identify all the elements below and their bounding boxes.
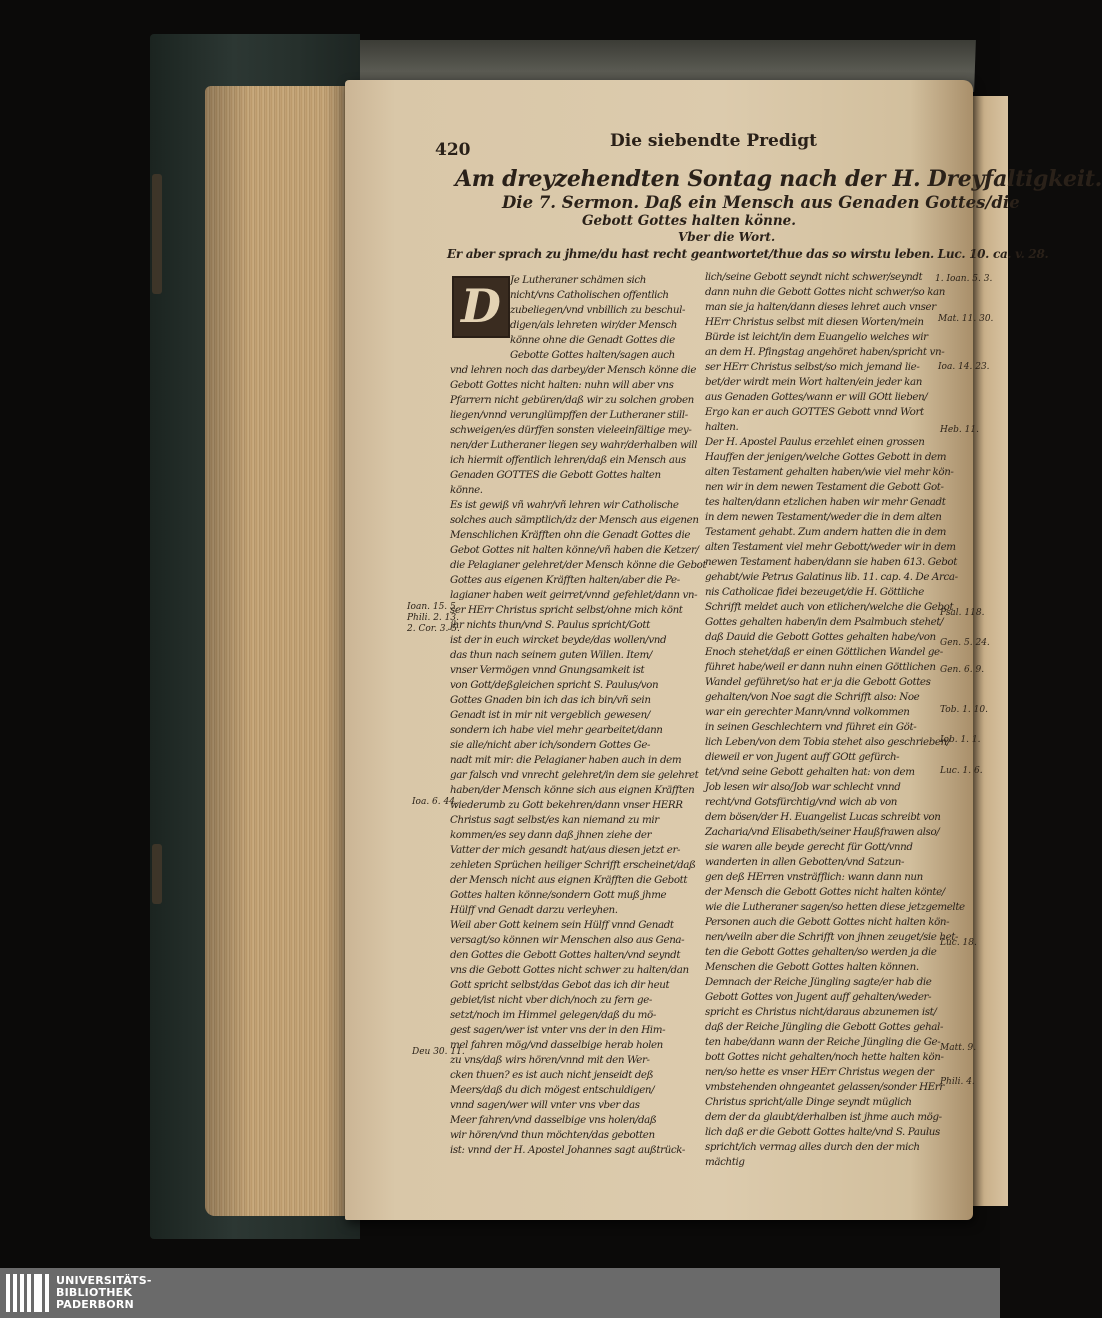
text-line: schweigen/es dürffen sonsten vieleeinfältige mey-	[450, 424, 692, 436]
text-column-left	[450, 273, 707, 1158]
margin-note: Iob. 1. 1.	[940, 735, 981, 745]
text-line: Christus sagt selbst/es kan niemand zu mir	[450, 814, 659, 826]
text-line: jhr nichts thun/vnd S. Paulus spricht/Gott	[450, 619, 650, 631]
text-line: sondern ich habe viel mehr gearbeitet/dann	[450, 724, 663, 736]
text-line: wiederumb zu Gott bekehren/dann vnser HERR	[450, 799, 683, 811]
text-line: an dem H. Pfingstag angehöret haben/spricht vn-	[705, 346, 945, 358]
text-line: ten die Gebott Gottes gehalten/so werden ja die	[705, 946, 937, 958]
text-line: tes halten/dann etzlichen haben wir mehr Genadt	[705, 496, 946, 508]
text-line: gest sagen/wer ist vnter vns der in den Him-	[450, 1024, 666, 1036]
text-line: dem bösen/der H. Euangelist Lucas schreibt von	[705, 811, 941, 823]
text-line: nicht/vns Catholischen offentlich	[510, 289, 669, 301]
library-name-line-3: PADERBORN	[56, 1298, 134, 1311]
text-line: gehabt/wie Petrus Galatinus lib. 11. cap. 4. De Arca-	[705, 571, 958, 583]
cover-wear-mark	[152, 174, 162, 294]
text-line: HErr Christus selbst mit diesen Worten/mein	[705, 316, 924, 328]
margin-note: 2. Cor. 3. 5.	[407, 624, 460, 634]
text-line: dem der da glaubt/derhalben ist jhme auch mög-	[705, 1111, 942, 1123]
text-line: ist: vnnd der H. Apostel Johannes sagt außtrück-	[450, 1144, 685, 1156]
text-line: nen/der Lutheraner liegen sey wahr/derhalben will	[450, 439, 698, 451]
text-line: halten.	[705, 421, 739, 433]
cover-wear-mark	[152, 844, 162, 904]
text-line: newen Testament haben/dann sie haben 613. Gebot	[705, 556, 957, 568]
margin-note: Deu 30. 11.	[412, 1047, 465, 1057]
text-line: Genadt ist in mir nit vergeblich gewesen/	[450, 709, 650, 721]
text-line: zubeliegen/vnd vnbillich zu beschul-	[510, 304, 686, 316]
text-line: Christus spricht/alle Dinge seyndt müglich	[705, 1096, 912, 1108]
text-line: Bürde ist leicht/in dem Euangelio welches wir	[705, 331, 928, 343]
text-line: Gott spricht selbst/das Gebot das ich dir heut	[450, 979, 670, 991]
text-line: mächtig	[705, 1156, 745, 1168]
text-line: Hauffen der jenigen/welche Gottes Gebott in dem	[705, 451, 947, 463]
margin-note: 1. Ioan. 5. 3.	[935, 274, 993, 284]
drop-cap-letter: D	[461, 279, 501, 333]
margin-note: Tob. 1. 10.	[940, 705, 988, 715]
text-line: alten Testament gehalten haben/wie viel mehr kön-	[705, 466, 954, 478]
text-line: bott Gottes nicht gehalten/noch hette halten kön-	[705, 1051, 944, 1063]
sermon-subtitle-continued: Gebott Gottes halten könne.	[582, 213, 796, 229]
margin-note: Luc. 18.	[940, 938, 977, 948]
text-line: gar falsch vnd vnrecht gelehret/in dem sie gelehret	[450, 769, 699, 781]
text-line: Gottes aus eigenen Kräfften halten/aber die Pe-	[450, 574, 680, 586]
text-line: nadt mit mir: die Pelagianer haben auch in dem	[450, 754, 682, 766]
margin-note: Ioa. 14. 23.	[938, 362, 990, 372]
text-line: wie die Lutheraner sagen/so hetten diese jetzgemelte	[705, 901, 965, 913]
text-line: ist der in euch wircket beyde/das wollen/vnd	[450, 634, 667, 646]
text-line: dann nuhn die Gebott Gottes nicht schwer/so kan	[705, 286, 946, 298]
text-line: nis Catholicae fidei bezeuget/die H. Göttliche	[705, 586, 924, 598]
text-line: führet habe/weil er dann nuhn einen Göttlichen	[705, 661, 936, 673]
text-line: vmbstehenden ohngeantet gelassen/sonder HErr	[705, 1081, 944, 1093]
text-line: haben/der Mensch könne sich aus eignen Kräfften	[450, 784, 695, 796]
text-line: mel fahren mög/vnd dasselbige herab holen	[450, 1039, 663, 1051]
text-line: lich Leben/von dem Tobia stehet also geschrieben/	[705, 736, 950, 748]
text-line: den Gottes die Gebott Gottes halten/vnd seyndt	[450, 949, 681, 961]
text-line: recht/vnd Gotsfürchtig/vnd wich ab von	[705, 796, 897, 808]
margin-note: Mat. 11. 30.	[938, 314, 994, 324]
text-line: lich/seine Gebott seyndt nicht schwer/seyndt	[705, 271, 923, 283]
text-line: man sie ja halten/dann dieses lehret auch vnser	[705, 301, 936, 313]
text-line: Gebott Gottes nicht halten: nuhn will aber vns	[450, 379, 674, 391]
text-line: vns die Gebott Gottes nicht schwer zu halten/dan	[450, 964, 689, 976]
text-line: Gebot Gottes nit halten könne/vñ haben die Ketzer/	[450, 544, 699, 556]
text-line: aus Genaden Gottes/wann er will GOtt lieben/	[705, 391, 928, 403]
facing-page-edge	[968, 96, 1008, 1206]
text-line: Hülff vnd Genadt darzu verleyhen.	[450, 904, 618, 916]
margin-note: Heb. 11.	[940, 425, 979, 435]
margin-note: Phili. 2. 13.	[407, 613, 459, 623]
text-line: Pfarrern nicht gebüren/daß wir zu solchen groben	[450, 394, 694, 406]
text-line: ich hiermit offentlich lehren/daß ein Mensch aus	[450, 454, 686, 466]
text-line: spricht es Christus nicht/daraus abzunemen ist/	[705, 1006, 937, 1018]
text-line: von Gott/deßgleichen spricht S. Paulus/von	[450, 679, 659, 691]
text-line: kommen/es sey dann daß jhnen ziehe der	[450, 829, 652, 841]
text-line: daß Dauid die Gebott Gottes gehalten habe/von	[705, 631, 936, 643]
text-line: Zacharia/vnd Elisabeth/seiner Haußfrawen also/	[705, 826, 940, 838]
text-line: in dem newen Testament/weder die in dem alten	[705, 511, 942, 523]
text-line: Personen auch die Gebott Gottes nicht halten kön-	[705, 916, 950, 928]
text-line: wanderten in allen Gebotten/vnd Satzun-	[705, 856, 905, 868]
text-line: war ein gerechter Mann/vnnd volkommen	[705, 706, 910, 718]
library-name-line-2: BIBLIOTHEK	[56, 1286, 133, 1299]
text-line: cken thuen? es ist auch nicht jenseidt deß	[450, 1069, 654, 1081]
scripture-subhead: Vber die Wort.	[678, 230, 776, 244]
text-line: der Mensch nicht aus eignen Kräfften die Gebott	[450, 874, 688, 886]
text-column-right	[705, 270, 965, 1170]
text-line: das thun nach seinem guten Willen. Item/	[450, 649, 652, 661]
text-line: Gottes Gnaden bin ich das ich bin/vñ sein	[450, 694, 651, 706]
text-line: die Pelagianer gelehret/der Mensch könne die Gebot	[450, 559, 707, 571]
text-line: gen deß HErren vnsträfflich: wann dann nun	[705, 871, 923, 883]
text-line: Genaden GOTTES die Gebott Gottes halten	[450, 469, 661, 481]
text-line: ten habe/dann wann der Reiche Jüngling die Ge-	[705, 1036, 941, 1048]
margin-note: Psal. 118.	[940, 608, 985, 618]
text-line: Wandel geführet/so hat er ja die Gebott Gottes	[705, 676, 931, 688]
margin-note: Luc. 1. 6.	[940, 766, 983, 776]
text-line: Job lesen wir also/Job war schlecht vnnd	[705, 781, 901, 793]
text-line: Weil aber Gott keinem sein Hülff vnnd Genadt	[450, 919, 674, 931]
page-number: 420	[435, 140, 471, 160]
margin-note: Gen. 5. 24.	[940, 638, 990, 648]
scripture-epigraph: Er aber sprach zu jhme/du hast recht geantwortet/thue das so wirstu leben. Luc. 10. ca. v. 28.	[447, 247, 1049, 261]
running-head: Die siebendte Predigt	[610, 131, 817, 151]
text-line: gehalten/von Noe sagt die Schrifft also: Noe	[705, 691, 920, 703]
text-line: dieweil er von Jugent auff GOtt gefürch-	[705, 751, 900, 763]
margin-note: Gen. 6. 9.	[940, 665, 985, 675]
text-line: könne ohne die Genadt Gottes die	[510, 334, 675, 346]
text-line: Meer fahren/vnd dasselbige vns holen/daß	[450, 1114, 657, 1126]
text-line: Gottes halten könne/sondern Gott muß jhme	[450, 889, 667, 901]
margin-note: Phili. 4.	[940, 1077, 975, 1087]
margin-note: Ioan. 15. 5.	[407, 602, 459, 612]
text-line: setzt/noch im Himmel gelegen/daß du mö-	[450, 1009, 656, 1021]
text-line: der Mensch die Gebott Gottes nicht halten könte/	[705, 886, 945, 898]
text-line: nen/weiln aber die Schrifft von jhnen zeuget/sie het-	[705, 931, 959, 943]
library-logo-text	[56, 1275, 152, 1311]
text-line: Ergo kan er auch GOTTES Gebott vnnd Wort	[705, 406, 924, 418]
text-line: nen wir in dem newen Testament die Gebott Got-	[705, 481, 944, 493]
text-line: daß der Reiche Jüngling die Gebott Gottes gehal-	[705, 1021, 944, 1033]
text-line: sie waren alle beyde gerecht für Gott/vnnd	[705, 841, 913, 853]
text-line: Enoch stehet/daß er einen Göttlichen Wandel ge-	[705, 646, 943, 658]
text-line: versagt/so können wir Menschen also aus Gena-	[450, 934, 685, 946]
text-line: Menschen die Gebott Gottes halten können.	[705, 961, 919, 973]
library-name-line-1: UNIVERSITÄTS-	[56, 1274, 152, 1287]
margin-note: Ioa. 6. 44.	[412, 797, 458, 807]
text-line: könne.	[450, 484, 483, 496]
text-line: vnser Vermögen vnnd Gnungsamkeit ist	[450, 664, 645, 676]
text-line: liegen/vnnd verunglümpffen der Lutheraner still-	[450, 409, 688, 421]
text-line: solches auch sämptlich/dz der Mensch aus eigenen	[450, 514, 699, 526]
margin-note: Matt. 9.	[940, 1043, 977, 1053]
text-line: spricht/ich vermag alles durch den der mich	[705, 1141, 920, 1153]
text-line: Es ist gewiß vñ wahr/vñ lehren wir Catholische	[450, 499, 679, 511]
text-line: alten Testament viel mehr Gebott/weder wir in dem	[705, 541, 956, 553]
text-line: Je Lutheraner schämen sich	[510, 274, 646, 286]
page-fore-edge-shadow	[205, 86, 355, 1216]
text-line: wir hören/vnd thun möchten/das gebotten	[450, 1129, 655, 1141]
text-line: Menschlichen Kräfften ohn die Genadt Gottes die	[450, 529, 691, 541]
text-line: lich daß er die Gebott Gottes halte/vnd S. Paulus	[705, 1126, 940, 1138]
text-line: Testament gehabt. Zum andern hatten die in dem	[705, 526, 947, 538]
text-line: nen/so hette es vnser HErr Christus wegen der	[705, 1066, 934, 1078]
text-line: vnd lehren noch das darbey/der Mensch könne die	[450, 364, 697, 376]
text-line: ser HErr Christus spricht selbst/ohne mich könt	[450, 604, 683, 616]
text-line: lagianer haben weit geirret/vnnd gefehlet/dann vn-	[450, 589, 698, 601]
text-line: zu vns/daß wirs hören/vnnd mit den Wer-	[450, 1054, 650, 1066]
text-line: ser HErr Christus selbst/so mich jemand lie-	[705, 361, 920, 373]
text-line: Schrifft meldet auch von etlichen/welche die Gebot	[705, 601, 954, 613]
text-line: zehleten Sprüchen heiliger Schrifft erscheinet/daß	[450, 859, 696, 871]
text-line: tet/vnd seine Gebott gehalten hat: von dem	[705, 766, 915, 778]
text-line: Demnach der Reiche Jüngling sagte/er hab die	[705, 976, 932, 988]
text-line: Gottes gehalten haben/in dem Psalmbuch stehet/	[705, 616, 944, 628]
text-line: bet/der wirdt mein Wort halten/ein jeder kan	[705, 376, 922, 388]
text-line: Gebotte Gottes halten/sagen auch	[510, 349, 675, 361]
text-line: Der H. Apostel Paulus erzehlet einen grossen	[705, 436, 925, 448]
sermon-title: Am dreyzehendten Sontag nach der H. Dreyfaltigkeit.	[455, 166, 1102, 192]
text-line: Vatter der mich gesandt hat/aus diesen jetzt er-	[450, 844, 681, 856]
text-line: gebiet/ist nicht vber dich/noch zu fern ge-	[450, 994, 652, 1006]
library-logo-icon	[6, 1274, 50, 1312]
text-line: Gebott Gottes von Jugent auff gehalten/weder-	[705, 991, 932, 1003]
library-footer-bar	[0, 1268, 1000, 1318]
text-line: sie alle/nicht aber ich/sondern Gottes Ge-	[450, 739, 651, 751]
text-line: vnnd sagen/wer will vnter vns vber das	[450, 1099, 640, 1111]
sermon-subtitle: Die 7. Sermon. Daß ein Mensch aus Genaden Gottes/die	[502, 193, 1020, 212]
text-line: digen/als lehreten wir/der Mensch	[510, 319, 677, 331]
text-line: in seinen Geschlechtern vnd führet ein Göt-	[705, 721, 917, 733]
text-line: Meers/daß du dich mögest entschuldigen/	[450, 1084, 655, 1096]
